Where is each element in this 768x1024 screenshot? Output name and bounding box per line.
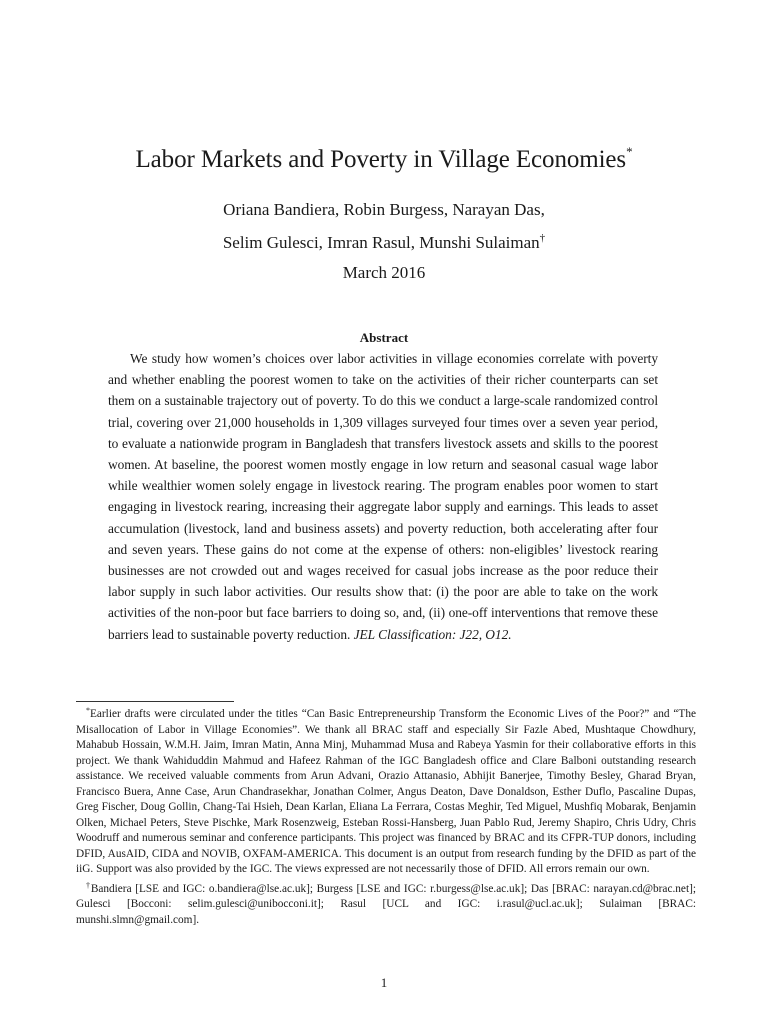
authors-footnote-mark: † bbox=[539, 232, 546, 244]
title-text: Labor Markets and Poverty in Village Economies bbox=[135, 146, 627, 173]
authors-line-1: Oriana Bandiera, Robin Burgess, Narayan Das, bbox=[223, 200, 545, 219]
page-number: 1 bbox=[380, 975, 388, 990]
title-footnote-mark: * bbox=[626, 144, 633, 159]
jel-classification: JEL Classification: J22, O12. bbox=[353, 626, 512, 642]
footnotes bbox=[76, 703, 696, 928]
authors-line-2-text: Selim Gulesci, Imran Rasul, Munshi Sulaiman bbox=[222, 233, 540, 252]
footnote-second-mark: † bbox=[86, 880, 91, 890]
footnote-second-text: Bandiera [LSE and IGC: o.bandiera@lse.ac.uk]; Burgess [LSE and IGC: r.burgess@lse.ac.uk]; Das [BRAC: narayan.cd@brac.net]; Gulesci [Bocconi: selim.gulesci@unibocconi.it]; Rasul [UCL and IGC: i.rasul@ucl.ac.uk]; Sulaiman [BRAC: munshi.slmn@gmail.com]. bbox=[76, 882, 696, 926]
footnote-divider bbox=[76, 701, 234, 702]
paper-title bbox=[0, 136, 768, 176]
abstract-body bbox=[108, 348, 658, 645]
footnote-first-text: Earlier drafts were circulated under the titles “Can Basic Entrepreneurship Transform the Economic Lives of the Poor?” and “The Misallocation of Labor in Village Economies”. We thank all BRAC staff and especially Sir Fazle Abed, Mushtaque Chowdhury, Mahabub Hossain, W.M.H. Jaim, Imran Matin, Anna Minj, Muhammad Musa and Rabeya Yasmin for their collaborative efforts in this project. We thank Wahiduddin Mahmud and Hafeez Rahman of the IGC Bangladesh office and Clare Balboni outstanding research assistance. We received valuable comments from Arun Advani, Orazio Attanasio, Abhijit Banerjee, Timothy Besley, Gharad Bryan, Francisco Buera, Anne Case, Arun Chandrasekhar, Jonathan Colmer, Angus Deaton, Dave Donaldson, Esther Duflo, Pascaline Dupas, Greg Fischer, Doug Gollin, Chang-Tai Hsieh, Dean Karlan, Eliana La Ferrara, Costas Meghir, Ted Miguel, Mushfiq Mobarak, Benjamin Olken, Michael Peters, Steve Pischke, Mark Rosenzweig, Esteban Rossi-Hansberg, Juan Pablo Rud, Jeremy Shapiro, Chris Udry, Chris Woodruff and numerous seminar and conference participants. This project was financed by BRAC and its CFPR-TUP donors, including DFID, AusAID, CIDA and NOVIB, OXFAM-AMERICA. This document is an output from research funding by the DFID as part of the iiG. Support was also provided by the IGC. The views expressed are not necessarily those of DFID. All errors remain our own. bbox=[76, 708, 696, 875]
publication-date: March 2016 bbox=[342, 263, 426, 282]
footnote-first-mark: * bbox=[86, 706, 90, 715]
footnote-second bbox=[76, 878, 696, 929]
authors-line-2 bbox=[0, 224, 768, 257]
abstract-heading: Abstract bbox=[359, 330, 409, 345]
footnote-first bbox=[76, 703, 696, 878]
author-list bbox=[0, 196, 768, 257]
abstract-text: We study how women’s choices over labor activities in village economies correlate with poverty and whether enabling the poorest women to take on the activities of their richer counterparts can set them on a sustainable trajectory out of poverty. To do this we conduct a large-scale randomized control trial, covering over 21,000 households in 1,309 villages surveyed four times over a seven year period, to evaluate a nationwide program in Bangladesh that transfers livestock assets and skills to the poorest women. At baseline, the poorest women mostly engage in low return and seasonal casual wage labor while wealthier women solely engage in livestock rearing. The program enables poor women to start engaging in livestock rearing, increasing their aggregate labor supply and earnings. This leads to asset accumulation (livestock, land and business assets) and poverty reduction, both accelerating after four and seven years. These gains do not come at the expense of others: non-eligibles’ livestock rearing businesses are not crowded out and wages received for casual jobs increase as the poor reduce their labor supply in such labor activities. Our results show that: (i) the poor are able to take on the work activities of the non-poor but face barriers to doing so, and, (ii) one-off interventions that remove these barriers lead to sustainable poverty reduction. bbox=[108, 351, 658, 642]
